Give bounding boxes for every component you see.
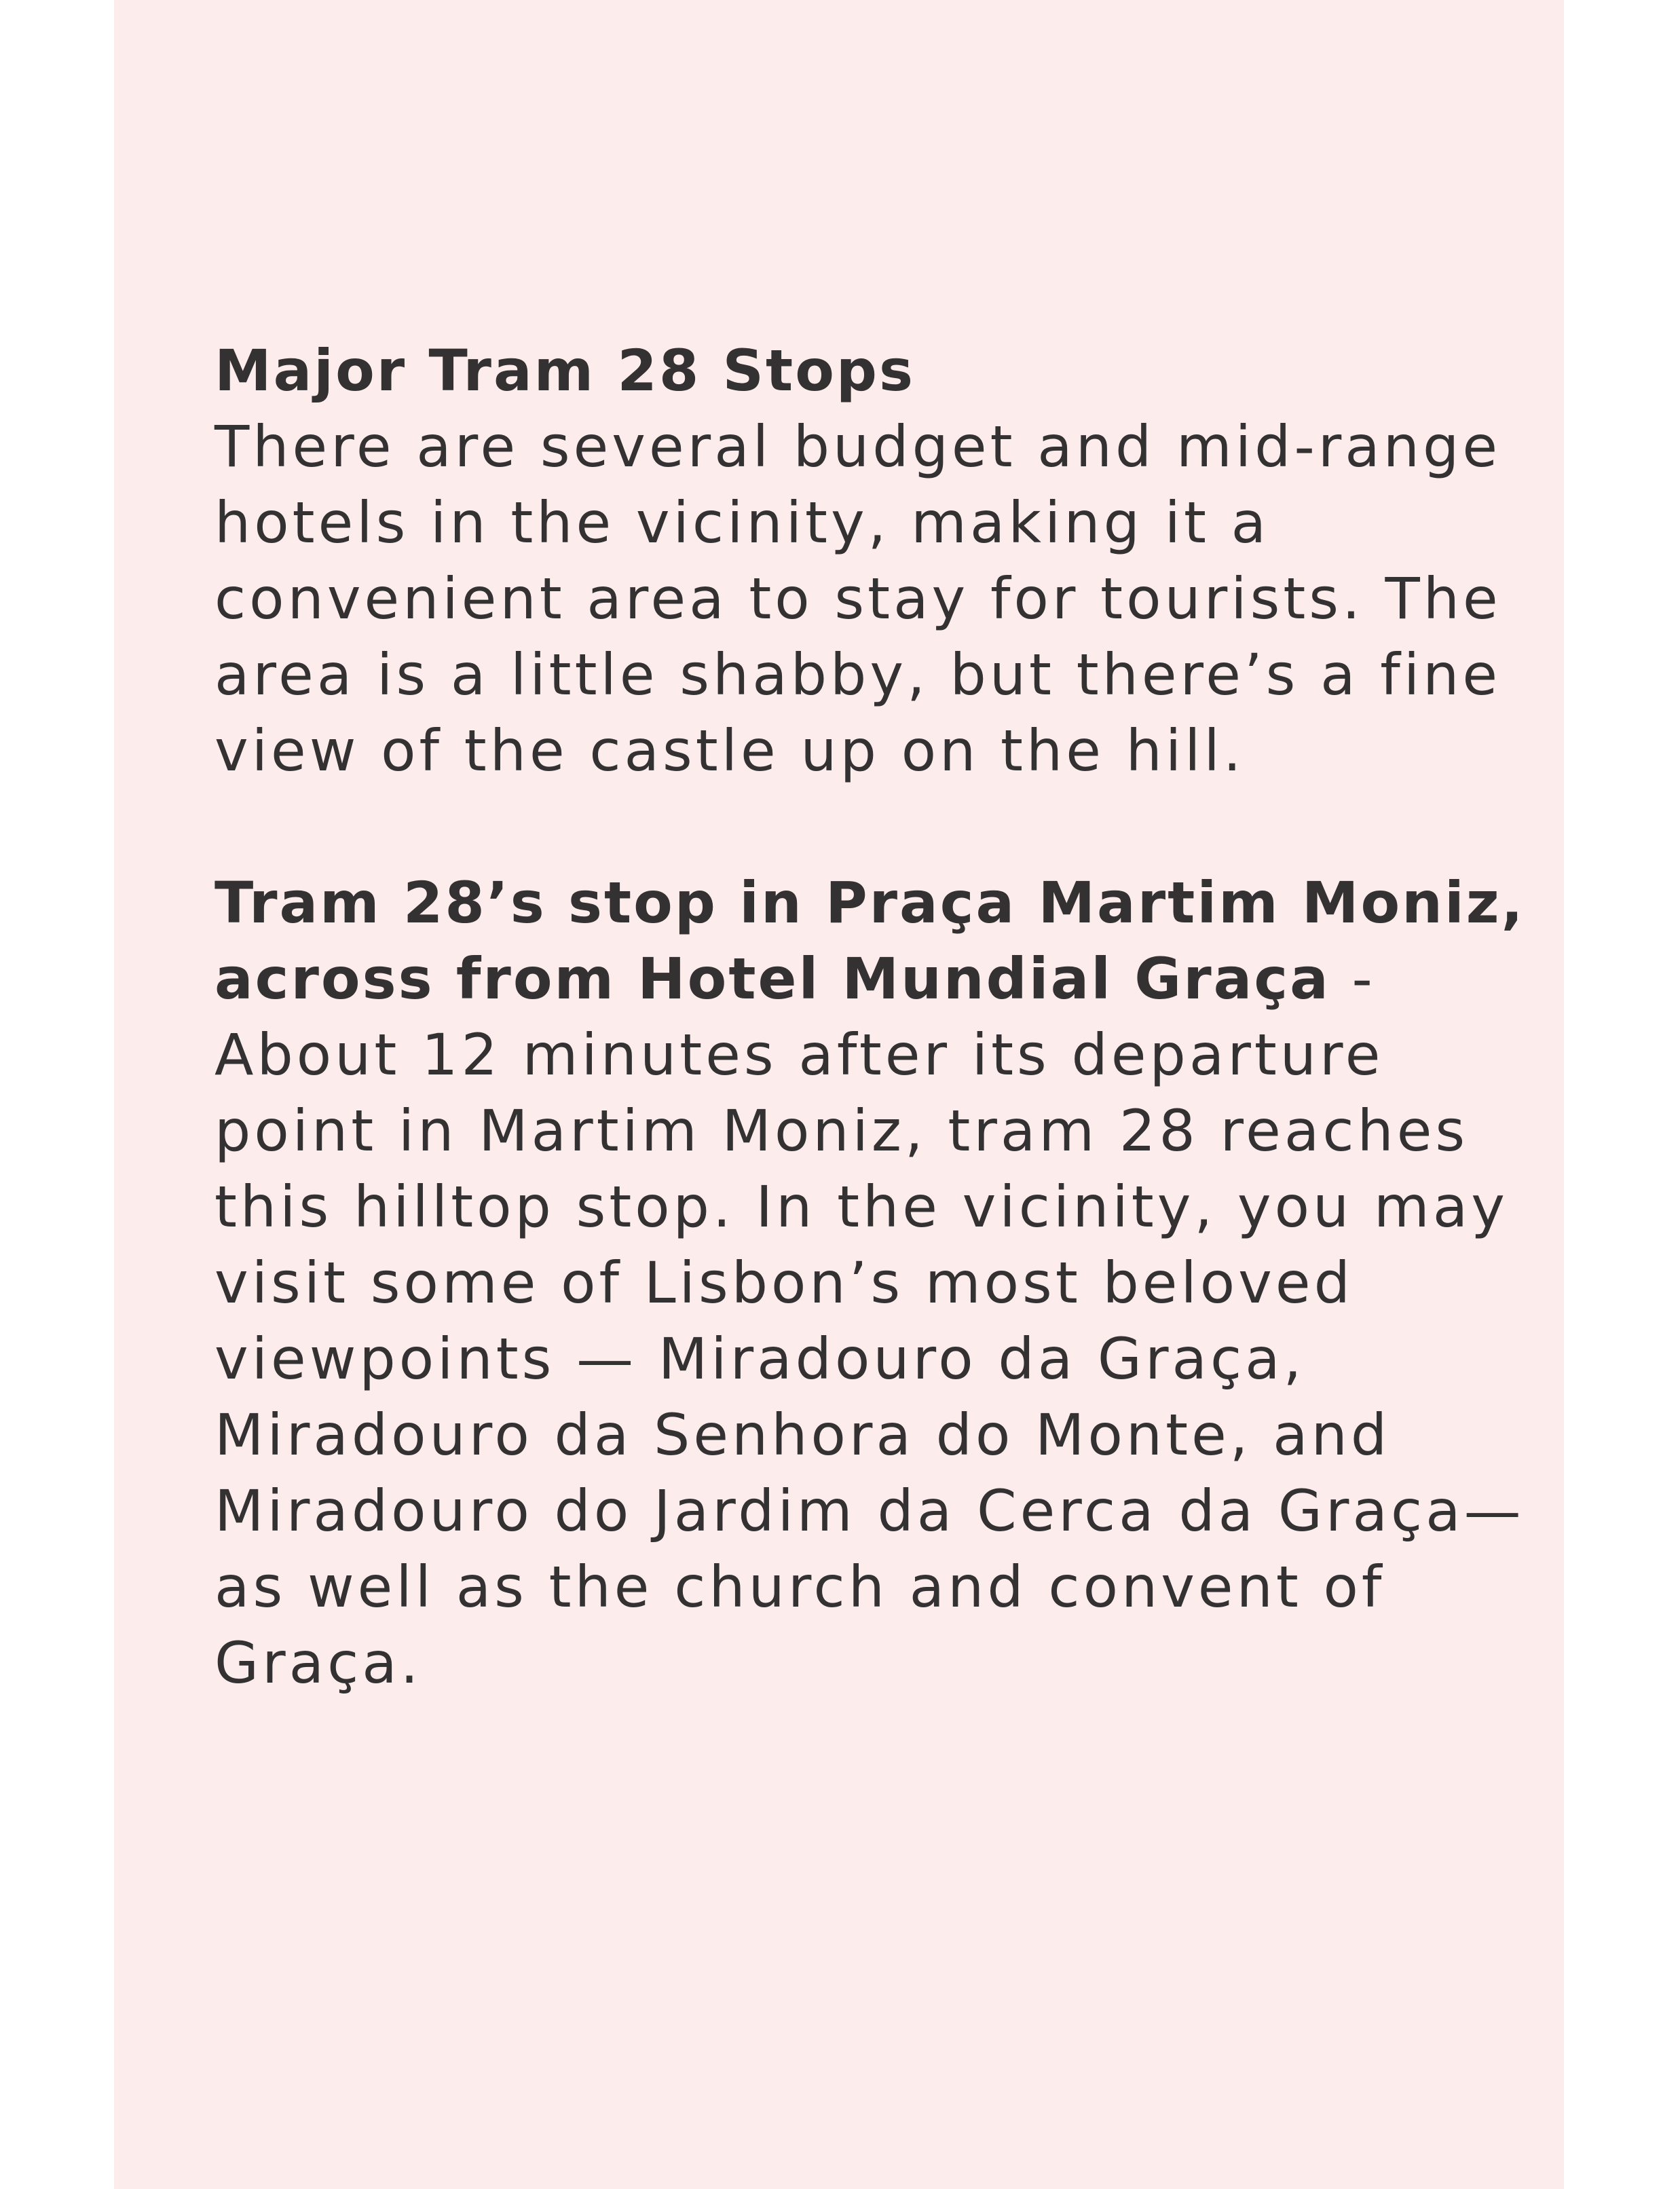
article-content [214,333,1545,1701]
section-heading: Major Tram 28 Stops [214,337,916,404]
section-major-stops [214,333,1545,789]
stop-heading: Tram 28’s stop in Praça Martim Moniz, across from Hotel Mundial Graça [214,869,1525,1012]
section-martim-moniz-stop [214,865,1545,1701]
stop-body: About 12 minutes after its departure point in Martim Moniz, tram 28 reaches this hilltop stop. In the vicinity, you may visit some of Lisbon’s most beloved viewpoints — Miradouro da Graça, Miradouro da Senhora do Monte, and Miradouro do Jardim da Cerca da Graça— as well as the church and convent of Graça. [214,1022,1525,1696]
heading-separator: - [1330,946,1376,1012]
page-background [114,0,1564,2189]
section-body: There are several budget and mid-range hotels in the vicinity, making it a convenient area to stay for tourists. The area is a little shabby, but there’s a fine view of the castle up on the hill. [214,413,1501,784]
